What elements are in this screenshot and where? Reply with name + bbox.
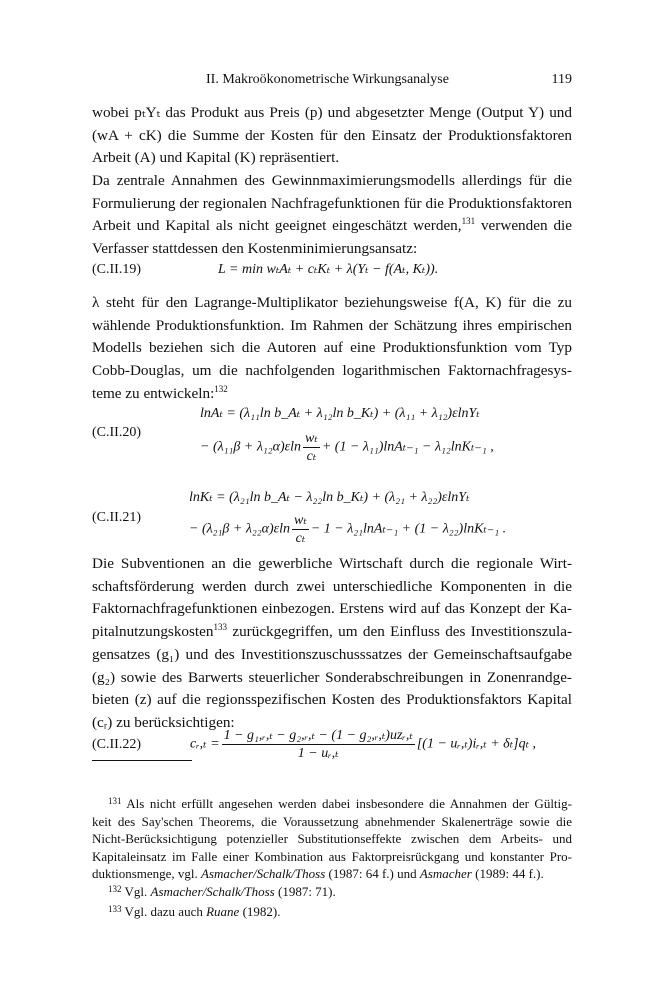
- text-line: [92, 215, 572, 238]
- equation-label: (C.II.22): [92, 737, 141, 752]
- text-fragment: Arbeit und Kapital als nicht geeignet eingeschätzt werden,: [92, 217, 462, 235]
- equation-label: (C.II.20): [92, 425, 141, 440]
- text-line: Faktornachfragefunktionen einbezogen. Erstens wird auf das Konzept der Ka-: [92, 600, 572, 618]
- footnote-132: [92, 881, 572, 901]
- citation: Ruane: [206, 904, 240, 919]
- citation: Asmacher: [419, 866, 472, 881]
- text-line: (cᵣ) zu berücksichtigen:: [92, 713, 235, 731]
- text-fragment: teme zu entwickeln:: [92, 384, 215, 402]
- footnote-number: 133: [108, 904, 122, 914]
- text-line: [92, 383, 572, 406]
- footnote-number: 131: [108, 796, 122, 806]
- fraction: $\frac{\text{wₜ}}{\text{cₜ}}$: [305, 431, 318, 464]
- equation-c-ii-19: L = min wₜAₜ + cₜKₜ + λ(Yₜ − f(Aₜ, Kₜ)).: [218, 262, 439, 277]
- header-title: II. Makroökonometrische Wirkungsanalyse: [206, 72, 449, 87]
- text-line: schaftsförderung werden durch zwei unterschiedliche Komponenten in die: [92, 577, 572, 595]
- text-line: Verfasser stattdessen den Kostenminimierungsansatz:: [92, 240, 418, 258]
- footnote-131: [92, 793, 572, 883]
- text-fragment: zurückgegriffen, um den Einfluss des Investitionszula-: [232, 623, 573, 641]
- equation-c-ii-20-line-2: − (λ₁₁β + λ₁₂α)εln $\frac{\text{wₜ}}{\text{cₜ}}$ + (1 − λ₁₁)lnAₜ₋₁ − λ₁₂lnKₜ₋₁ ,: [200, 431, 494, 464]
- footnote-line: keit des Say'schen Theorems, die Voraussetzung abnehmender Skalenerträge sowie die: [92, 813, 572, 829]
- footnote-number: 132: [108, 884, 122, 894]
- page-number: 119: [551, 72, 572, 87]
- text-line: [92, 621, 572, 644]
- footnote-line: Kapitaleinsatz im Falle einer Kombination aus Faktorpreisrückgang und konstanter Pro-: [92, 848, 572, 864]
- text-fragment: pitalnutzungskosten: [92, 623, 214, 641]
- citation: Asmacher/Schalk/Thoss: [201, 866, 326, 881]
- paragraph-3: [92, 292, 572, 406]
- equation-c-ii-20-line-1: lnAₜ = (λ₁₁ln b_Aₜ + λ₁₂ln b_Kₜ) + (λ₁₁ + λ₁₂)εlnYₜ: [200, 406, 480, 421]
- text-line: Cobb-Douglas, um die nachfolgenden logarithmischen Faktornachfragesys-: [92, 362, 572, 380]
- equation-c-ii-22: cᵣ,ₜ = $\frac{\text{1 − g₁,ᵣ,ₜ − g₂,ᵣ,ₜ − (1 − g₂,ᵣ,ₜ)uzᵣ,ₜ}}{\text{1 − uᵣ,ₜ}}$ [(1 − uᵣ,ₜ)iᵣ,ₜ + δₜ]qₜ ,: [190, 728, 537, 761]
- text-line: (g₂) sowie des Barwerts steuerlicher Sonderabschreibungen in Zonenrandge-: [92, 668, 572, 686]
- paragraph-1: [92, 102, 572, 170]
- text-line: wobei pₜYₜ das Produkt aus Preis (p) und abgesetzter Menge (Output Y) und: [92, 104, 572, 121]
- equation-c-ii-21-line-2: − (λ₂₁β + λ₂₂α)εln $\frac{\text{wₜ}}{\text{cₜ}}$ − 1 − λ₂₁lnAₜ₋₁ + (1 − λ₂₂)lnKₜ₋₁ .: [189, 513, 507, 546]
- footnote-line: Nicht-Berücksichtigung potenzieller Substitutionseffekte zwischen dem Arbeits- und: [92, 831, 572, 846]
- text-line: Da zentrale Annahmen des Gewinnmaximierungsmodells allerdings für die: [92, 172, 572, 189]
- text-line: Formulierung der regionalen Nachfragefunktionen für die Produktionsfaktoren: [92, 194, 572, 212]
- footnote-ref-133[interactable]: 133: [213, 622, 227, 633]
- paragraph-2: [92, 170, 572, 261]
- citation: Asmacher/Schalk/Thoss: [150, 884, 275, 899]
- footnote-133: [92, 901, 572, 921]
- paragraph-4: [92, 553, 572, 735]
- text-line: wählende Produktionsfunktion. Im Rahmen der Schätzung ihres empirischen: [92, 316, 572, 334]
- equation-label: (C.II.21): [92, 510, 141, 525]
- text-line: Die Subventionen an die gewerbliche Wirtschaft durch die regionale Wirt-: [92, 555, 572, 572]
- fraction: $\frac{\text{wₜ}}{\text{cₜ}}$: [294, 513, 307, 546]
- footnote-ref-132[interactable]: 132: [214, 383, 228, 394]
- text-line: bieten (z) auf die regionsspezifischen Kosten des Produktionsfaktors Kapital: [92, 691, 572, 709]
- text-line: gensatzes (g₁) und des Investitionszuschusssatzes der Gemeinschaftsaufgabe: [92, 645, 572, 663]
- equation-label: (C.II.19): [92, 262, 141, 277]
- footnote-line: $^{132}$ Vgl. Asmacher/Schalk/Thoss (1987: 71).: [108, 884, 336, 899]
- footnote-line: $^{131}$ Als nicht erfüllt angesehen werden dabei insbesondere die Annahmen der Gültig-: [108, 796, 572, 811]
- footnote-line: $^{133}$ Vgl. dazu auch Ruane (1982).: [108, 904, 281, 919]
- equation-c-ii-21-line-1: lnKₜ = (λ₂₁ln b_Aₜ − λ₂₂ln b_Kₜ) + (λ₂₁ + λ₂₂)εlnYₜ: [189, 490, 470, 505]
- footnote-ref-131[interactable]: 131: [461, 216, 476, 227]
- text-fragment: verwenden die: [480, 217, 572, 235]
- text-line: Arbeit (A) und Kapital (K) repräsentiert.: [92, 149, 340, 167]
- text-line: Modells beziehen sich die Autoren auf eine Produktionsfunktion vom Typ: [92, 339, 572, 357]
- fraction: $\frac{\text{1 − g₁,ᵣ,ₜ − g₂,ᵣ,ₜ − (1 − g₂,ᵣ,ₜ)uzᵣ,ₜ}}{\text{1 − uᵣ,ₜ}}$: [223, 728, 413, 761]
- text-line: λ steht für den Lagrange-Multiplikator beziehungsweise f(A, K) für die zu: [92, 294, 572, 311]
- footnote-divider: [92, 760, 192, 761]
- footnote-line: duktionsmenge, vgl. Asmacher/Schalk/Thoss (1987: 64 f.) und Asmacher (1989: 44 f.).: [92, 866, 544, 881]
- text-line: (wA + cK) die Summe der Kosten für den Einsatz der Produktionsfaktoren: [92, 126, 572, 144]
